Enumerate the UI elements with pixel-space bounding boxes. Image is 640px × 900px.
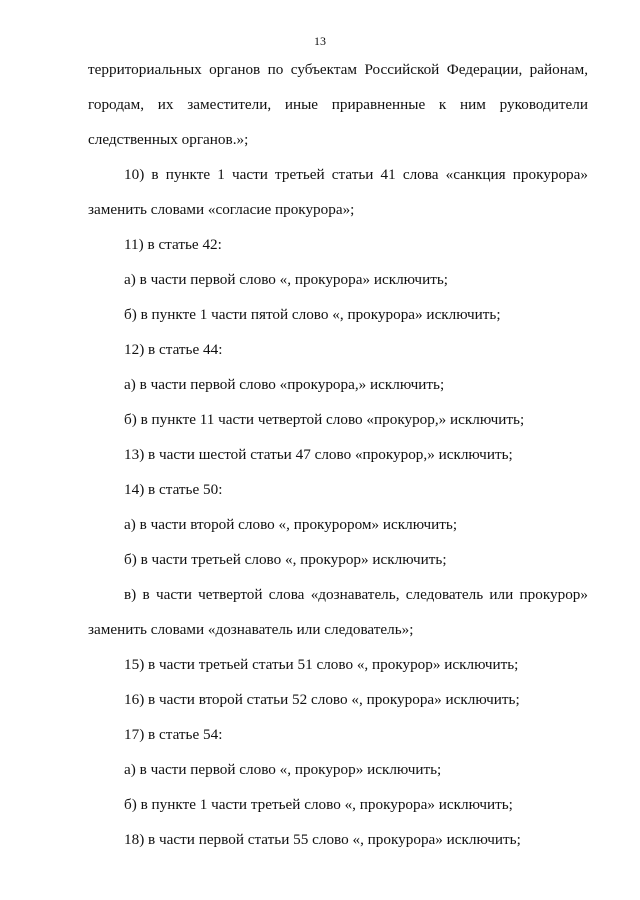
text-line-12: 13) в части шестой статьи 47 слово «прокурор,» исключить;	[124, 446, 513, 463]
text-line-18: 15) в части третьей статьи 51 слово «, прокурор» исключить;	[124, 656, 519, 673]
text-line-19: 16) в части второй статьи 52 слово «, прокурора» исключить;	[124, 691, 520, 708]
text-line-4: 10) в пункте 1 части третьей статьи 41 слова «санкция прокурора»	[124, 166, 588, 183]
text-line-10: а) в части первой слово «прокурора,» исключить;	[124, 376, 445, 393]
text-line-14: а) в части второй слово «, прокурором» исключить;	[124, 516, 458, 533]
text-line-23: 18) в части первой статьи 55 слово «, прокурора» исключить;	[124, 831, 521, 848]
text-line-1: территориальных органов по субъектам Российской Федерации, районам,	[88, 61, 588, 78]
text-line-11: б) в пункте 11 части четвертой слово «прокурор,» исключить;	[124, 411, 525, 428]
text-line-16: в) в части четвертой слова «дознаватель, следователь или прокурор»	[124, 586, 588, 603]
text-line-22: б) в пункте 1 части третьей слово «, прокурора» исключить;	[124, 796, 513, 813]
text-line-13: 14) в статье 50:	[124, 481, 223, 498]
text-line-9: 12) в статье 44:	[124, 341, 223, 358]
text-line-17: заменить словами «дознаватель или следователь»;	[88, 621, 414, 638]
text-line-8: б) в пункте 1 части пятой слово «, прокурора» исключить;	[124, 306, 501, 323]
text-line-2: городам, их заместители, иные приравненные к ним руководители	[88, 96, 588, 113]
text-line-3: следственных органов.»;	[88, 131, 249, 148]
text-line-20: 17) в статье 54:	[124, 726, 223, 743]
text-line-6: 11) в статье 42:	[124, 236, 222, 253]
text-line-21: а) в части первой слово «, прокурор» исключить;	[124, 761, 442, 778]
text-line-15: б) в части третьей слово «, прокурор» исключить;	[124, 551, 447, 568]
text-line-7: а) в части первой слово «, прокурора» исключить;	[124, 271, 448, 288]
page-number: 13	[314, 34, 326, 48]
text-line-5: заменить словами «согласие прокурора»;	[88, 201, 355, 218]
